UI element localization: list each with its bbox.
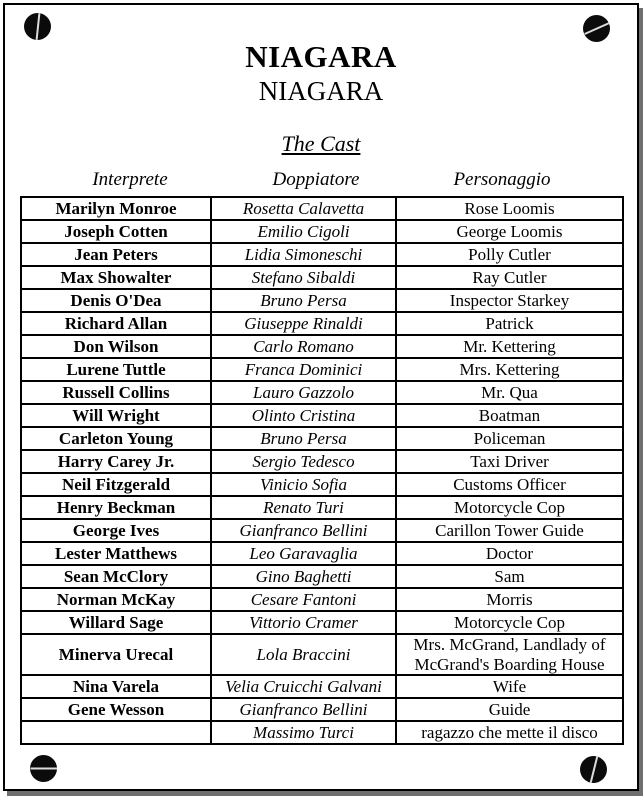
cast-cell-doppiatore: Lola Braccini: [211, 634, 396, 675]
cast-row: [21, 220, 623, 243]
cast-row: [21, 197, 623, 220]
cast-cell-interprete: Denis O'Dea: [21, 289, 211, 312]
cast-cell-personaggio: Inspector Starkey: [396, 289, 623, 312]
cast-cell-interprete: Joseph Cotten: [21, 220, 211, 243]
cast-row: [21, 427, 623, 450]
cast-row: [21, 243, 623, 266]
cast-cell-doppiatore: Carlo Romano: [211, 335, 396, 358]
cast-cell-interprete: Sean McClory: [21, 565, 211, 588]
screw-icon: [30, 755, 57, 782]
cast-row: [21, 473, 623, 496]
cast-cell-interprete: Neil Fitzgerald: [21, 473, 211, 496]
cast-cell-personaggio: Motorcycle Cop: [396, 496, 623, 519]
screw-icon: [24, 13, 51, 40]
cast-cell-interprete: Henry Beckman: [21, 496, 211, 519]
cast-row: [21, 542, 623, 565]
cast-cell-personaggio: ragazzo che mette il disco: [396, 721, 623, 744]
cast-cell-doppiatore: Bruno Persa: [211, 427, 396, 450]
cast-cell-interprete: Russell Collins: [21, 381, 211, 404]
cast-row: [21, 450, 623, 473]
cast-row: [21, 289, 623, 312]
cast-cell-interprete: Lester Matthews: [21, 542, 211, 565]
cast-table-body: [21, 197, 623, 744]
cast-cell-personaggio: Motorcycle Cop: [396, 611, 623, 634]
section-title: The Cast: [281, 131, 361, 156]
cast-cell-personaggio: Wife: [396, 675, 623, 698]
cast-cell-personaggio: Boatman: [396, 404, 623, 427]
film-title-original: NIAGARA: [245, 39, 397, 74]
column-headers: [5, 169, 637, 191]
cast-cell-doppiatore: Emilio Cigoli: [211, 220, 396, 243]
cast-cell-doppiatore: Stefano Sibaldi: [211, 266, 396, 289]
cast-cell-interprete: Norman McKay: [21, 588, 211, 611]
cast-cell-personaggio: Carillon Tower Guide: [396, 519, 623, 542]
cast-row: [21, 381, 623, 404]
screw-icon: [583, 15, 610, 42]
cast-row: [21, 565, 623, 588]
cast-row: [21, 634, 623, 675]
cast-cell-interprete: Carleton Young: [21, 427, 211, 450]
cast-cell-doppiatore: Renato Turi: [211, 496, 396, 519]
column-header-interprete: Interprete: [92, 169, 168, 190]
document-page: [3, 3, 639, 791]
cast-cell-personaggio: Mrs. Kettering: [396, 358, 623, 381]
cast-cell-doppiatore: Velia Cruicchi Galvani: [211, 675, 396, 698]
cast-row: [21, 698, 623, 721]
cast-cell-interprete: [21, 721, 211, 744]
cast-cell-doppiatore: Bruno Persa: [211, 289, 396, 312]
cast-cell-doppiatore: Leo Garavaglia: [211, 542, 396, 565]
cast-cell-interprete: George Ives: [21, 519, 211, 542]
cast-cell-doppiatore: Cesare Fantoni: [211, 588, 396, 611]
cast-cell-interprete: Richard Allan: [21, 312, 211, 335]
cast-cell-interprete: Will Wright: [21, 404, 211, 427]
screw-icon: [580, 756, 607, 783]
cast-cell-doppiatore: Olinto Cristina: [211, 404, 396, 427]
cast-row: [21, 588, 623, 611]
cast-row: [21, 404, 623, 427]
cast-cell-personaggio: Doctor: [396, 542, 623, 565]
cast-cell-personaggio: Polly Cutler: [396, 243, 623, 266]
cast-cell-personaggio: Customs Officer: [396, 473, 623, 496]
cast-cell-interprete: Willard Sage: [21, 611, 211, 634]
title-block: [5, 39, 637, 107]
cast-cell-doppiatore: Lauro Gazzolo: [211, 381, 396, 404]
cast-cell-doppiatore: Vinicio Sofia: [211, 473, 396, 496]
cast-cell-personaggio: Mr. Kettering: [396, 335, 623, 358]
cast-cell-interprete: Minerva Urecal: [21, 634, 211, 675]
cast-cell-personaggio: Policeman: [396, 427, 623, 450]
cast-cell-personaggio: Taxi Driver: [396, 450, 623, 473]
cast-cell-doppiatore: Gianfranco Bellini: [211, 519, 396, 542]
cast-row: [21, 312, 623, 335]
cast-cell-doppiatore: Gianfranco Bellini: [211, 698, 396, 721]
film-title-italian: NIAGARA: [258, 76, 384, 106]
cast-cell-personaggio: Guide: [396, 698, 623, 721]
cast-cell-personaggio: Rose Loomis: [396, 197, 623, 220]
cast-cell-doppiatore: Gino Baghetti: [211, 565, 396, 588]
cast-row: [21, 519, 623, 542]
cast-cell-doppiatore: Sergio Tedesco: [211, 450, 396, 473]
cast-table: [20, 196, 624, 745]
cast-cell-personaggio: Mrs. McGrand, Landlady of McGrand's Boarding House: [396, 634, 623, 675]
cast-cell-doppiatore: Vittorio Cramer: [211, 611, 396, 634]
cast-cell-interprete: Harry Carey Jr.: [21, 450, 211, 473]
column-header-doppiatore: Doppiatore: [272, 169, 360, 190]
cast-cell-personaggio: George Loomis: [396, 220, 623, 243]
column-header-personaggio: Personaggio: [453, 169, 551, 190]
cast-cell-personaggio: Sam: [396, 565, 623, 588]
cast-row: [21, 611, 623, 634]
cast-row: [21, 721, 623, 744]
cast-row: [21, 266, 623, 289]
cast-cell-doppiatore: Franca Dominici: [211, 358, 396, 381]
cast-cell-doppiatore: Rosetta Calavetta: [211, 197, 396, 220]
cast-cell-interprete: Marilyn Monroe: [21, 197, 211, 220]
cast-row: [21, 675, 623, 698]
cast-row: [21, 358, 623, 381]
cast-cell-personaggio: Ray Cutler: [396, 266, 623, 289]
cast-row: [21, 335, 623, 358]
cast-cell-doppiatore: Giuseppe Rinaldi: [211, 312, 396, 335]
cast-cell-interprete: Don Wilson: [21, 335, 211, 358]
cast-cell-interprete: Max Showalter: [21, 266, 211, 289]
cast-cell-interprete: Gene Wesson: [21, 698, 211, 721]
cast-cell-interprete: Nina Varela: [21, 675, 211, 698]
cast-cell-personaggio: Mr. Qua: [396, 381, 623, 404]
cast-cell-doppiatore: Lidia Simoneschi: [211, 243, 396, 266]
cast-cell-doppiatore: Massimo Turci: [211, 721, 396, 744]
cast-cell-personaggio: Morris: [396, 588, 623, 611]
cast-cell-interprete: Jean Peters: [21, 243, 211, 266]
cast-cell-interprete: Lurene Tuttle: [21, 358, 211, 381]
cast-row: [21, 496, 623, 519]
cast-cell-personaggio: Patrick: [396, 312, 623, 335]
